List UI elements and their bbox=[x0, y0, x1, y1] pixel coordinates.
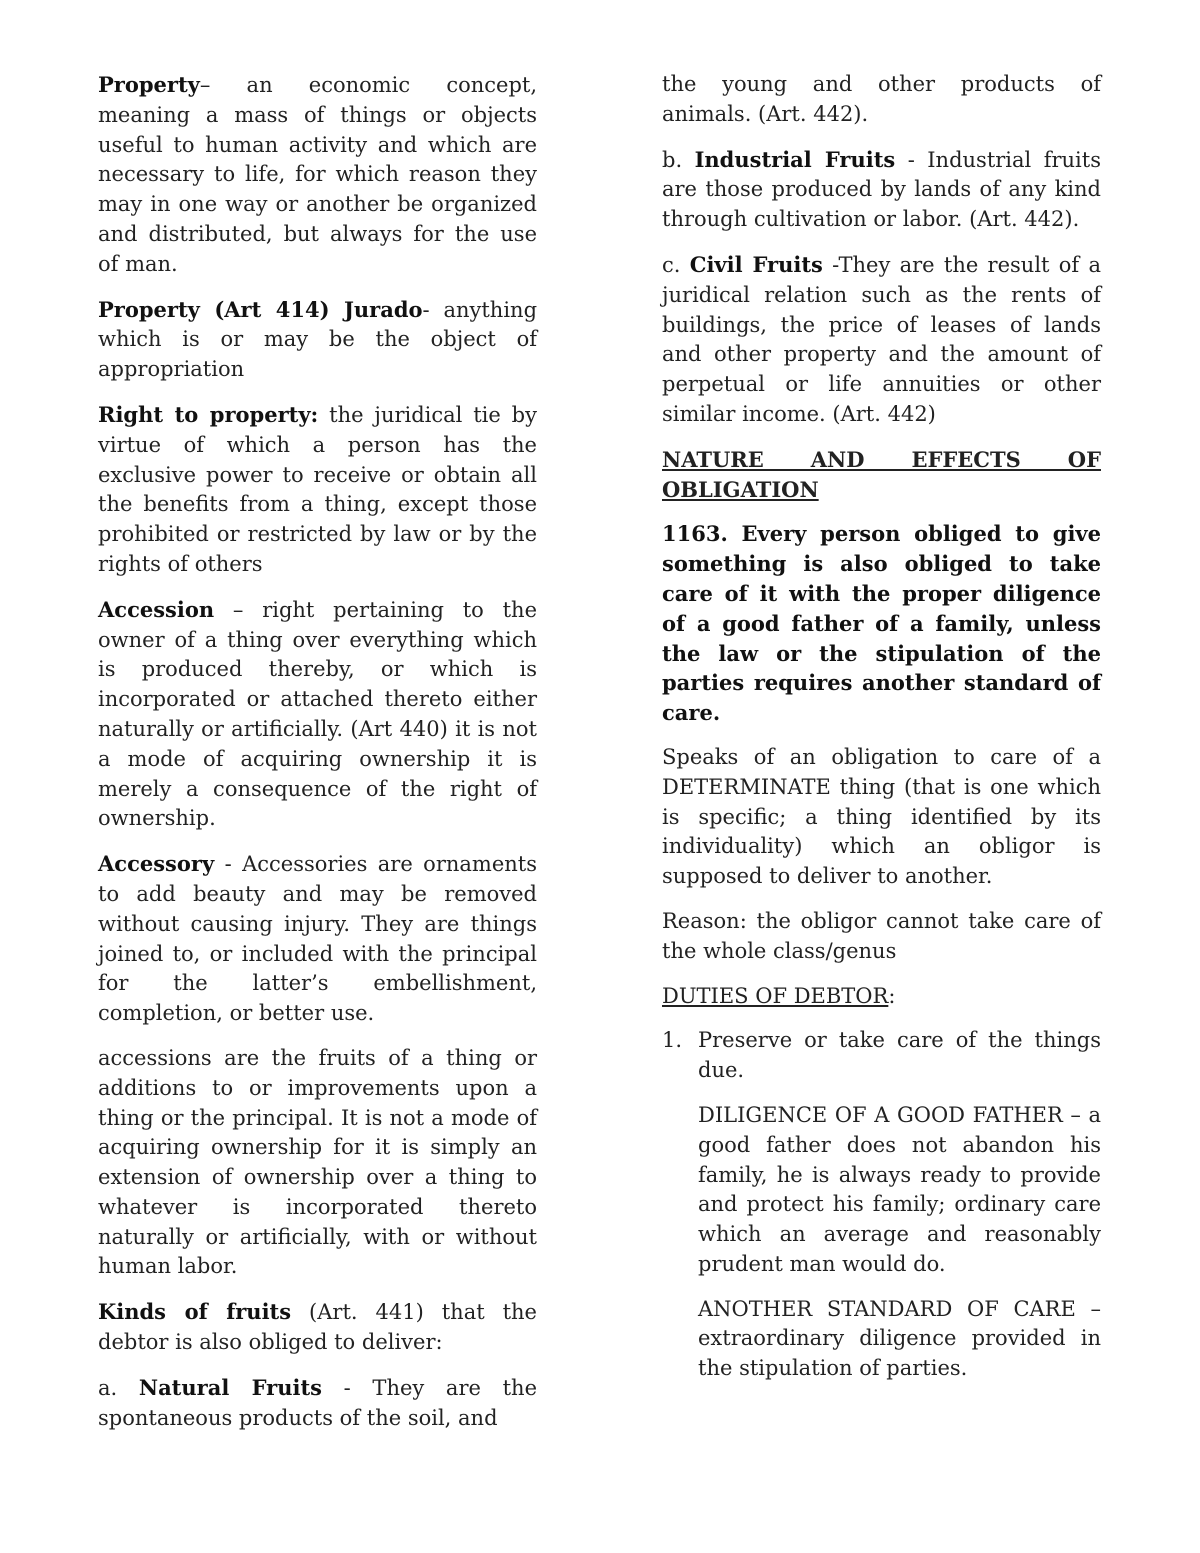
property-definition bbox=[98, 70, 537, 280]
natural-fruits-prefix: a. bbox=[98, 1375, 139, 1400]
natural-fruits-continued: the young and other products of animals. (Art. 442). bbox=[662, 72, 1101, 126]
civil-fruits bbox=[662, 250, 1101, 430]
right-to-property-definition bbox=[98, 400, 537, 580]
term-property-jurado: Property (Art 414) Jurado bbox=[98, 296, 423, 322]
natural-fruits-text: - They are the spontaneous products of the soil, and bbox=[98, 1375, 537, 1430]
term-civil-fruits: Civil Fruits bbox=[689, 251, 823, 277]
duty-number: 1. bbox=[662, 1028, 683, 1053]
section-heading: NATURE AND EFFECTS OF OBLIGATION bbox=[662, 446, 1101, 502]
duty-list-item bbox=[662, 1026, 1101, 1086]
property-text: – an economic concept, meaning a mass of things or objects useful to human activity and which are necessary to life, for which reason they may in one way or another be organized and distributed, but always for the use of man. bbox=[98, 73, 537, 276]
another-standard-of-care: ANOTHER STANDARD OF CARE – extraordinary diligence provided in the stipulation of parties. bbox=[698, 1296, 1101, 1381]
industrial-fruits-text: - Industrial fruits are those produced by lands of any kind through cultivation or labor. (Art. 442). bbox=[662, 147, 1101, 232]
term-kinds-of-fruits: Kinds of fruits bbox=[98, 1299, 292, 1325]
right-to-property-text: the juridical tie by virtue of which a person has the exclusive power to receive or obtain all the benefits from a thing, except those prohibited or restricted by law or by the rights of others bbox=[98, 402, 537, 576]
civil-fruits-prefix: c. bbox=[662, 252, 690, 277]
property-jurado-definition bbox=[98, 295, 537, 385]
right-column bbox=[662, 70, 1101, 1399]
accessory-definition bbox=[98, 849, 537, 1029]
reason-paragraph: Reason: the obligor cannot take care of the whole class/genus bbox=[662, 908, 1101, 963]
industrial-fruits-prefix: b. bbox=[662, 147, 695, 172]
article-1163: 1163. Every person obliged to give something is also obliged to take care of it with the proper diligence of a good father of a family, unless the law or the stipulation of the parties requires another standard of care. bbox=[662, 521, 1101, 726]
kinds-of-fruits bbox=[98, 1297, 537, 1358]
term-property: Property bbox=[98, 72, 200, 97]
industrial-fruits bbox=[662, 145, 1101, 235]
term-industrial-fruits: Industrial Fruits bbox=[694, 146, 896, 172]
term-accession: Accession bbox=[98, 596, 215, 622]
kinds-of-fruits-text: (Art. 441) that the debtor is also obliged to deliver: bbox=[98, 1300, 537, 1355]
natural-fruits bbox=[98, 1373, 537, 1434]
term-accessory: Accessory bbox=[98, 851, 215, 877]
accessory-text: - Accessories are ornaments to add beauty and may be removed without causing injury. They are things joined to, or included with the principal for the latter’s embellishment, completion, or better use. bbox=[98, 852, 537, 1026]
accession-text: – right pertaining to the owner of a thing over everything which is produced thereby, or which is incorporated or attached thereto either naturally or artificially. (Art 440) it is not a mode of acquiring ownership it is merely a consequence of the right of ownership. bbox=[98, 597, 537, 831]
term-natural-fruits: Natural Fruits bbox=[138, 1374, 322, 1400]
left-column bbox=[98, 70, 537, 1448]
speaks-of-paragraph: Speaks of an obligation to care of a DETERMINATE thing (that is one which is specific; a thing identified by its individuality) which an obligor is supposed to deliver to another. bbox=[662, 744, 1101, 889]
accessions-paragraph: accessions are the fruits of a thing or additions to or improvements upon a thing or the principal. It is not a mode of acquiring ownership for it is simply an extension of ownership over a thing to whatever is incorporated thereto naturally or artificially, with or without human labor. bbox=[98, 1045, 537, 1279]
duties-heading-text: DUTIES OF DEBTOR bbox=[662, 983, 889, 1008]
duty-text: Preserve or take care of the things due. bbox=[698, 1028, 1101, 1083]
property-jurado-text: - anything which is or may be the object of appropriation bbox=[98, 297, 538, 382]
accession-definition bbox=[98, 595, 537, 834]
diligence-good-father: DILIGENCE OF A GOOD FATHER – a good father does not abandon his family, he is always ready to provide and protect his family; ordinary care which an average and reasonably prudent man would do. bbox=[698, 1102, 1101, 1276]
duties-heading-colon: : bbox=[888, 983, 896, 1008]
duties-heading bbox=[662, 982, 1101, 1012]
term-right-to-property: Right to property: bbox=[98, 401, 319, 427]
civil-fruits-text: -They are the result of a juridical relation such as the rents of buildings, the price of leases of lands and other property and the amount of perpetual or life annuities or other similar income. (Art. 442) bbox=[662, 252, 1101, 426]
